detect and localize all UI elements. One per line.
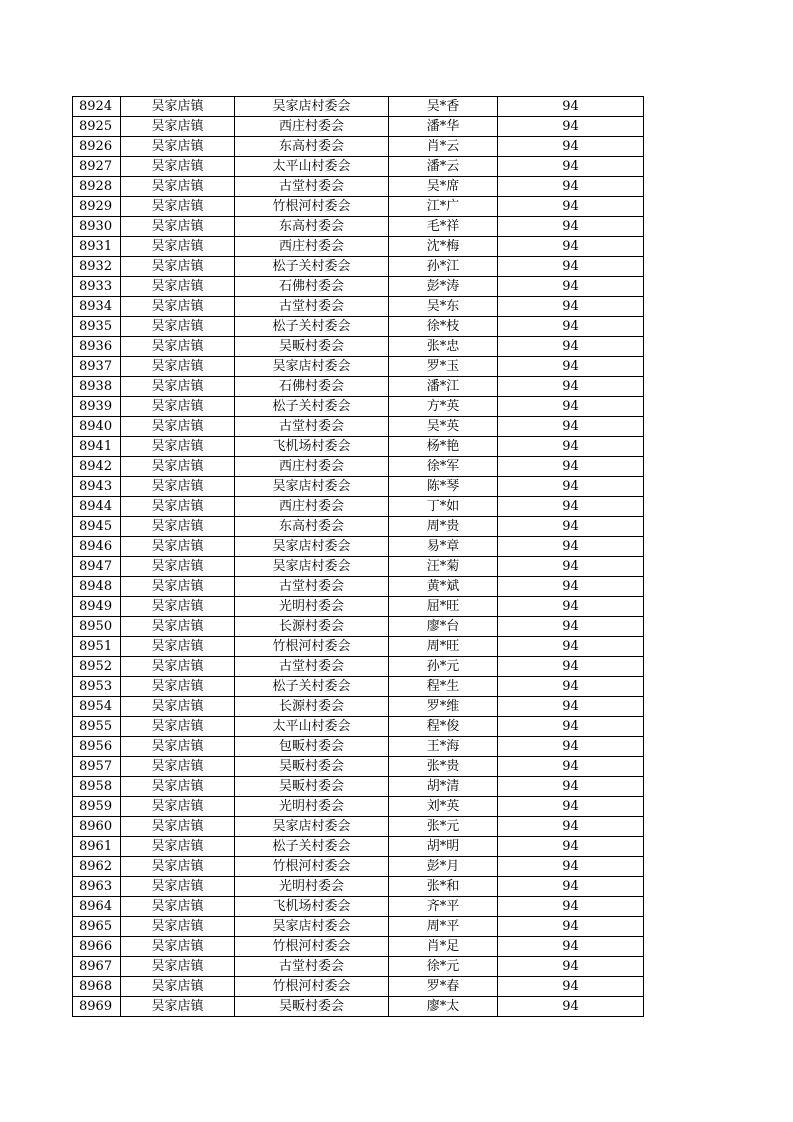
record-number-cell: 8959	[73, 797, 121, 817]
person-name-cell: 黄*斌	[389, 577, 498, 597]
person-name-cell: 吴*香	[389, 97, 498, 117]
person-name-cell: 沈*梅	[389, 237, 498, 257]
table-row	[73, 677, 644, 697]
table-row	[73, 637, 644, 657]
table-row	[73, 357, 644, 377]
village-committee-cell: 东高村委会	[235, 517, 389, 537]
person-name-cell: 周*旺	[389, 637, 498, 657]
table-row	[73, 337, 644, 357]
village-committee-cell: 古堂村委会	[235, 297, 389, 317]
table-row	[73, 997, 644, 1017]
person-name-cell: 吴*英	[389, 417, 498, 437]
township-cell: 吴家店镇	[121, 797, 235, 817]
person-name-cell: 方*英	[389, 397, 498, 417]
village-committee-cell: 光明村委会	[235, 877, 389, 897]
township-cell: 吴家店镇	[121, 857, 235, 877]
person-name-cell: 孙*元	[389, 657, 498, 677]
person-name-cell: 杨*艳	[389, 437, 498, 457]
score-cell: 94	[498, 937, 644, 957]
record-number-cell: 8936	[73, 337, 121, 357]
score-cell: 94	[498, 197, 644, 217]
village-committee-cell: 太平山村委会	[235, 157, 389, 177]
township-cell: 吴家店镇	[121, 977, 235, 997]
village-committee-cell: 东高村委会	[235, 137, 389, 157]
score-cell: 94	[498, 517, 644, 537]
score-cell: 94	[498, 637, 644, 657]
township-cell: 吴家店镇	[121, 557, 235, 577]
village-committee-cell: 吴家店村委会	[235, 917, 389, 937]
person-name-cell: 孙*江	[389, 257, 498, 277]
record-number-cell: 8947	[73, 557, 121, 577]
table-row	[73, 277, 644, 297]
record-number-cell: 8924	[73, 97, 121, 117]
village-committee-cell: 石佛村委会	[235, 377, 389, 397]
township-cell: 吴家店镇	[121, 597, 235, 617]
record-number-cell: 8945	[73, 517, 121, 537]
record-number-cell: 8957	[73, 757, 121, 777]
score-cell: 94	[498, 317, 644, 337]
table-row	[73, 157, 644, 177]
township-cell: 吴家店镇	[121, 917, 235, 937]
score-cell: 94	[498, 817, 644, 837]
township-cell: 吴家店镇	[121, 497, 235, 517]
table-row	[73, 617, 644, 637]
township-cell: 吴家店镇	[121, 697, 235, 717]
table-row	[73, 857, 644, 877]
table-row	[73, 457, 644, 477]
record-number-cell: 8932	[73, 257, 121, 277]
score-cell: 94	[498, 917, 644, 937]
village-committee-cell: 竹根河村委会	[235, 197, 389, 217]
table-row	[73, 937, 644, 957]
township-cell: 吴家店镇	[121, 637, 235, 657]
score-cell: 94	[498, 657, 644, 677]
record-number-cell: 8935	[73, 317, 121, 337]
record-number-cell: 8933	[73, 277, 121, 297]
person-name-cell: 刘*英	[389, 797, 498, 817]
village-committee-cell: 吴畈村委会	[235, 337, 389, 357]
township-cell: 吴家店镇	[121, 617, 235, 637]
table-row	[73, 257, 644, 277]
township-cell: 吴家店镇	[121, 577, 235, 597]
table-row	[73, 717, 644, 737]
person-name-cell: 程*生	[389, 677, 498, 697]
township-cell: 吴家店镇	[121, 397, 235, 417]
village-committee-cell: 长源村委会	[235, 697, 389, 717]
village-committee-cell: 吴畈村委会	[235, 777, 389, 797]
table-row	[73, 777, 644, 797]
score-cell: 94	[498, 237, 644, 257]
village-committee-cell: 吴畈村委会	[235, 757, 389, 777]
township-cell: 吴家店镇	[121, 517, 235, 537]
village-committee-cell: 古堂村委会	[235, 417, 389, 437]
score-cell: 94	[498, 337, 644, 357]
score-cell: 94	[498, 697, 644, 717]
village-committee-cell: 竹根河村委会	[235, 637, 389, 657]
person-name-cell: 吴*席	[389, 177, 498, 197]
village-committee-cell: 古堂村委会	[235, 177, 389, 197]
record-number-cell: 8929	[73, 197, 121, 217]
township-cell: 吴家店镇	[121, 457, 235, 477]
person-name-cell: 潘*江	[389, 377, 498, 397]
record-number-cell: 8948	[73, 577, 121, 597]
score-cell: 94	[498, 597, 644, 617]
record-number-cell: 8960	[73, 817, 121, 837]
township-cell: 吴家店镇	[121, 357, 235, 377]
village-committee-cell: 吴畈村委会	[235, 997, 389, 1017]
record-number-cell: 8940	[73, 417, 121, 437]
score-cell: 94	[498, 357, 644, 377]
record-number-cell: 8939	[73, 397, 121, 417]
score-cell: 94	[498, 897, 644, 917]
village-committee-cell: 石佛村委会	[235, 277, 389, 297]
village-committee-cell: 古堂村委会	[235, 657, 389, 677]
person-name-cell: 王*海	[389, 737, 498, 757]
person-name-cell: 胡*明	[389, 837, 498, 857]
person-name-cell: 彭*月	[389, 857, 498, 877]
township-cell: 吴家店镇	[121, 837, 235, 857]
township-cell: 吴家店镇	[121, 237, 235, 257]
village-committee-cell: 吴家店村委会	[235, 557, 389, 577]
score-cell: 94	[498, 957, 644, 977]
person-name-cell: 毛*祥	[389, 217, 498, 237]
person-name-cell: 张*元	[389, 817, 498, 837]
table-row	[73, 597, 644, 617]
record-number-cell: 8969	[73, 997, 121, 1017]
table-row	[73, 117, 644, 137]
record-number-cell: 8927	[73, 157, 121, 177]
township-cell: 吴家店镇	[121, 337, 235, 357]
table-row	[73, 397, 644, 417]
record-number-cell: 8938	[73, 377, 121, 397]
record-number-cell: 8961	[73, 837, 121, 857]
score-cell: 94	[498, 857, 644, 877]
person-name-cell: 徐*元	[389, 957, 498, 977]
village-committee-cell: 古堂村委会	[235, 957, 389, 977]
village-committee-cell: 松子关村委会	[235, 837, 389, 857]
village-committee-cell: 松子关村委会	[235, 257, 389, 277]
score-cell: 94	[498, 537, 644, 557]
table-row	[73, 797, 644, 817]
person-name-cell: 潘*云	[389, 157, 498, 177]
township-cell: 吴家店镇	[121, 317, 235, 337]
township-cell: 吴家店镇	[121, 177, 235, 197]
person-name-cell: 易*章	[389, 537, 498, 557]
township-cell: 吴家店镇	[121, 897, 235, 917]
village-committee-cell: 松子关村委会	[235, 317, 389, 337]
township-cell: 吴家店镇	[121, 717, 235, 737]
township-cell: 吴家店镇	[121, 737, 235, 757]
score-cell: 94	[498, 497, 644, 517]
score-cell: 94	[498, 217, 644, 237]
township-cell: 吴家店镇	[121, 217, 235, 237]
village-committee-cell: 包畈村委会	[235, 737, 389, 757]
township-cell: 吴家店镇	[121, 957, 235, 977]
record-number-cell: 8941	[73, 437, 121, 457]
village-committee-cell: 光明村委会	[235, 797, 389, 817]
record-number-cell: 8966	[73, 937, 121, 957]
person-name-cell: 肖*足	[389, 937, 498, 957]
table-row	[73, 697, 644, 717]
score-cell: 94	[498, 677, 644, 697]
person-name-cell: 汪*菊	[389, 557, 498, 577]
score-cell: 94	[498, 97, 644, 117]
village-committee-cell: 竹根河村委会	[235, 977, 389, 997]
person-name-cell: 周*平	[389, 917, 498, 937]
score-cell: 94	[498, 297, 644, 317]
township-cell: 吴家店镇	[121, 417, 235, 437]
score-cell: 94	[498, 177, 644, 197]
person-name-cell: 彭*涛	[389, 277, 498, 297]
table-row	[73, 137, 644, 157]
table-row	[73, 657, 644, 677]
township-cell: 吴家店镇	[121, 97, 235, 117]
person-name-cell: 周*贵	[389, 517, 498, 537]
person-name-cell: 徐*军	[389, 457, 498, 477]
record-number-cell: 8931	[73, 237, 121, 257]
score-cell: 94	[498, 417, 644, 437]
township-cell: 吴家店镇	[121, 377, 235, 397]
township-cell: 吴家店镇	[121, 777, 235, 797]
table-row	[73, 97, 644, 117]
table-row	[73, 917, 644, 937]
table-row	[73, 417, 644, 437]
table-row	[73, 477, 644, 497]
table-row	[73, 737, 644, 757]
township-cell: 吴家店镇	[121, 157, 235, 177]
record-number-cell: 8944	[73, 497, 121, 517]
township-cell: 吴家店镇	[121, 997, 235, 1017]
village-committee-cell: 长源村委会	[235, 617, 389, 637]
record-number-cell: 8967	[73, 957, 121, 977]
score-cell: 94	[498, 997, 644, 1017]
record-number-cell: 8925	[73, 117, 121, 137]
score-cell: 94	[498, 397, 644, 417]
score-cell: 94	[498, 377, 644, 397]
village-committee-cell: 西庄村委会	[235, 497, 389, 517]
village-committee-cell: 吴家店村委会	[235, 357, 389, 377]
person-name-cell: 胡*清	[389, 777, 498, 797]
table-row	[73, 817, 644, 837]
person-name-cell: 程*俊	[389, 717, 498, 737]
table-row	[73, 317, 644, 337]
person-name-cell: 罗*春	[389, 977, 498, 997]
record-number-cell: 8955	[73, 717, 121, 737]
village-committee-cell: 吴家店村委会	[235, 97, 389, 117]
score-cell: 94	[498, 557, 644, 577]
township-cell: 吴家店镇	[121, 937, 235, 957]
person-name-cell: 吴*东	[389, 297, 498, 317]
table-row	[73, 757, 644, 777]
score-cell: 94	[498, 157, 644, 177]
table-row	[73, 837, 644, 857]
person-name-cell: 齐*平	[389, 897, 498, 917]
village-committee-cell: 西庄村委会	[235, 457, 389, 477]
table-row	[73, 377, 644, 397]
table-row	[73, 537, 644, 557]
village-committee-cell: 松子关村委会	[235, 397, 389, 417]
village-committee-cell: 东高村委会	[235, 217, 389, 237]
village-committee-cell: 光明村委会	[235, 597, 389, 617]
record-number-cell: 8942	[73, 457, 121, 477]
village-committee-cell: 松子关村委会	[235, 677, 389, 697]
person-name-cell: 廖*台	[389, 617, 498, 637]
record-number-cell: 8958	[73, 777, 121, 797]
person-name-cell: 张*忠	[389, 337, 498, 357]
village-committee-cell: 西庄村委会	[235, 117, 389, 137]
score-cell: 94	[498, 437, 644, 457]
score-cell: 94	[498, 977, 644, 997]
township-cell: 吴家店镇	[121, 117, 235, 137]
village-committee-cell: 吴家店村委会	[235, 817, 389, 837]
record-number-cell: 8926	[73, 137, 121, 157]
record-number-cell: 8965	[73, 917, 121, 937]
record-number-cell: 8934	[73, 297, 121, 317]
township-cell: 吴家店镇	[121, 877, 235, 897]
person-name-cell: 罗*玉	[389, 357, 498, 377]
township-cell: 吴家店镇	[121, 197, 235, 217]
score-cell: 94	[498, 477, 644, 497]
person-name-cell: 徐*枝	[389, 317, 498, 337]
record-number-cell: 8968	[73, 977, 121, 997]
score-cell: 94	[498, 757, 644, 777]
score-cell: 94	[498, 617, 644, 637]
score-cell: 94	[498, 837, 644, 857]
person-name-cell: 丁*如	[389, 497, 498, 517]
person-name-cell: 张*和	[389, 877, 498, 897]
score-cell: 94	[498, 717, 644, 737]
village-committee-cell: 吴家店村委会	[235, 537, 389, 557]
table-row	[73, 977, 644, 997]
table-row	[73, 217, 644, 237]
score-cell: 94	[498, 457, 644, 477]
table-row	[73, 197, 644, 217]
table-row	[73, 577, 644, 597]
score-cell: 94	[498, 117, 644, 137]
person-name-cell: 潘*华	[389, 117, 498, 137]
record-number-cell: 8962	[73, 857, 121, 877]
data-table	[72, 96, 644, 1017]
person-name-cell: 陈*琴	[389, 477, 498, 497]
table-row	[73, 237, 644, 257]
record-number-cell: 8928	[73, 177, 121, 197]
score-cell: 94	[498, 277, 644, 297]
score-cell: 94	[498, 777, 644, 797]
township-cell: 吴家店镇	[121, 817, 235, 837]
township-cell: 吴家店镇	[121, 257, 235, 277]
table-body	[73, 97, 644, 1017]
record-number-cell: 8930	[73, 217, 121, 237]
township-cell: 吴家店镇	[121, 137, 235, 157]
table-row	[73, 517, 644, 537]
person-name-cell: 江*广	[389, 197, 498, 217]
record-number-cell: 8953	[73, 677, 121, 697]
village-committee-cell: 太平山村委会	[235, 717, 389, 737]
township-cell: 吴家店镇	[121, 537, 235, 557]
village-committee-cell: 吴家店村委会	[235, 477, 389, 497]
village-committee-cell: 飞机场村委会	[235, 437, 389, 457]
record-number-cell: 8949	[73, 597, 121, 617]
village-committee-cell: 竹根河村委会	[235, 857, 389, 877]
record-number-cell: 8937	[73, 357, 121, 377]
person-name-cell: 肖*云	[389, 137, 498, 157]
township-cell: 吴家店镇	[121, 277, 235, 297]
village-committee-cell: 西庄村委会	[235, 237, 389, 257]
record-number-cell: 8952	[73, 657, 121, 677]
score-cell: 94	[498, 797, 644, 817]
record-number-cell: 8946	[73, 537, 121, 557]
score-cell: 94	[498, 257, 644, 277]
table-row	[73, 957, 644, 977]
score-cell: 94	[498, 137, 644, 157]
record-number-cell: 8963	[73, 877, 121, 897]
score-cell: 94	[498, 877, 644, 897]
person-name-cell: 罗*维	[389, 697, 498, 717]
record-number-cell: 8950	[73, 617, 121, 637]
person-name-cell: 张*贵	[389, 757, 498, 777]
township-cell: 吴家店镇	[121, 477, 235, 497]
township-cell: 吴家店镇	[121, 657, 235, 677]
table-row	[73, 177, 644, 197]
person-name-cell: 屈*旺	[389, 597, 498, 617]
record-number-cell: 8951	[73, 637, 121, 657]
township-cell: 吴家店镇	[121, 297, 235, 317]
score-cell: 94	[498, 577, 644, 597]
village-committee-cell: 古堂村委会	[235, 577, 389, 597]
score-cell: 94	[498, 737, 644, 757]
village-committee-cell: 竹根河村委会	[235, 937, 389, 957]
table-row	[73, 437, 644, 457]
record-number-cell: 8943	[73, 477, 121, 497]
township-cell: 吴家店镇	[121, 677, 235, 697]
township-cell: 吴家店镇	[121, 757, 235, 777]
village-committee-cell: 飞机场村委会	[235, 897, 389, 917]
table-row	[73, 877, 644, 897]
record-number-cell: 8954	[73, 697, 121, 717]
table-row	[73, 897, 644, 917]
record-number-cell: 8964	[73, 897, 121, 917]
person-name-cell: 廖*太	[389, 997, 498, 1017]
record-number-cell: 8956	[73, 737, 121, 757]
table-row	[73, 557, 644, 577]
table-row	[73, 297, 644, 317]
table-row	[73, 497, 644, 517]
township-cell: 吴家店镇	[121, 437, 235, 457]
